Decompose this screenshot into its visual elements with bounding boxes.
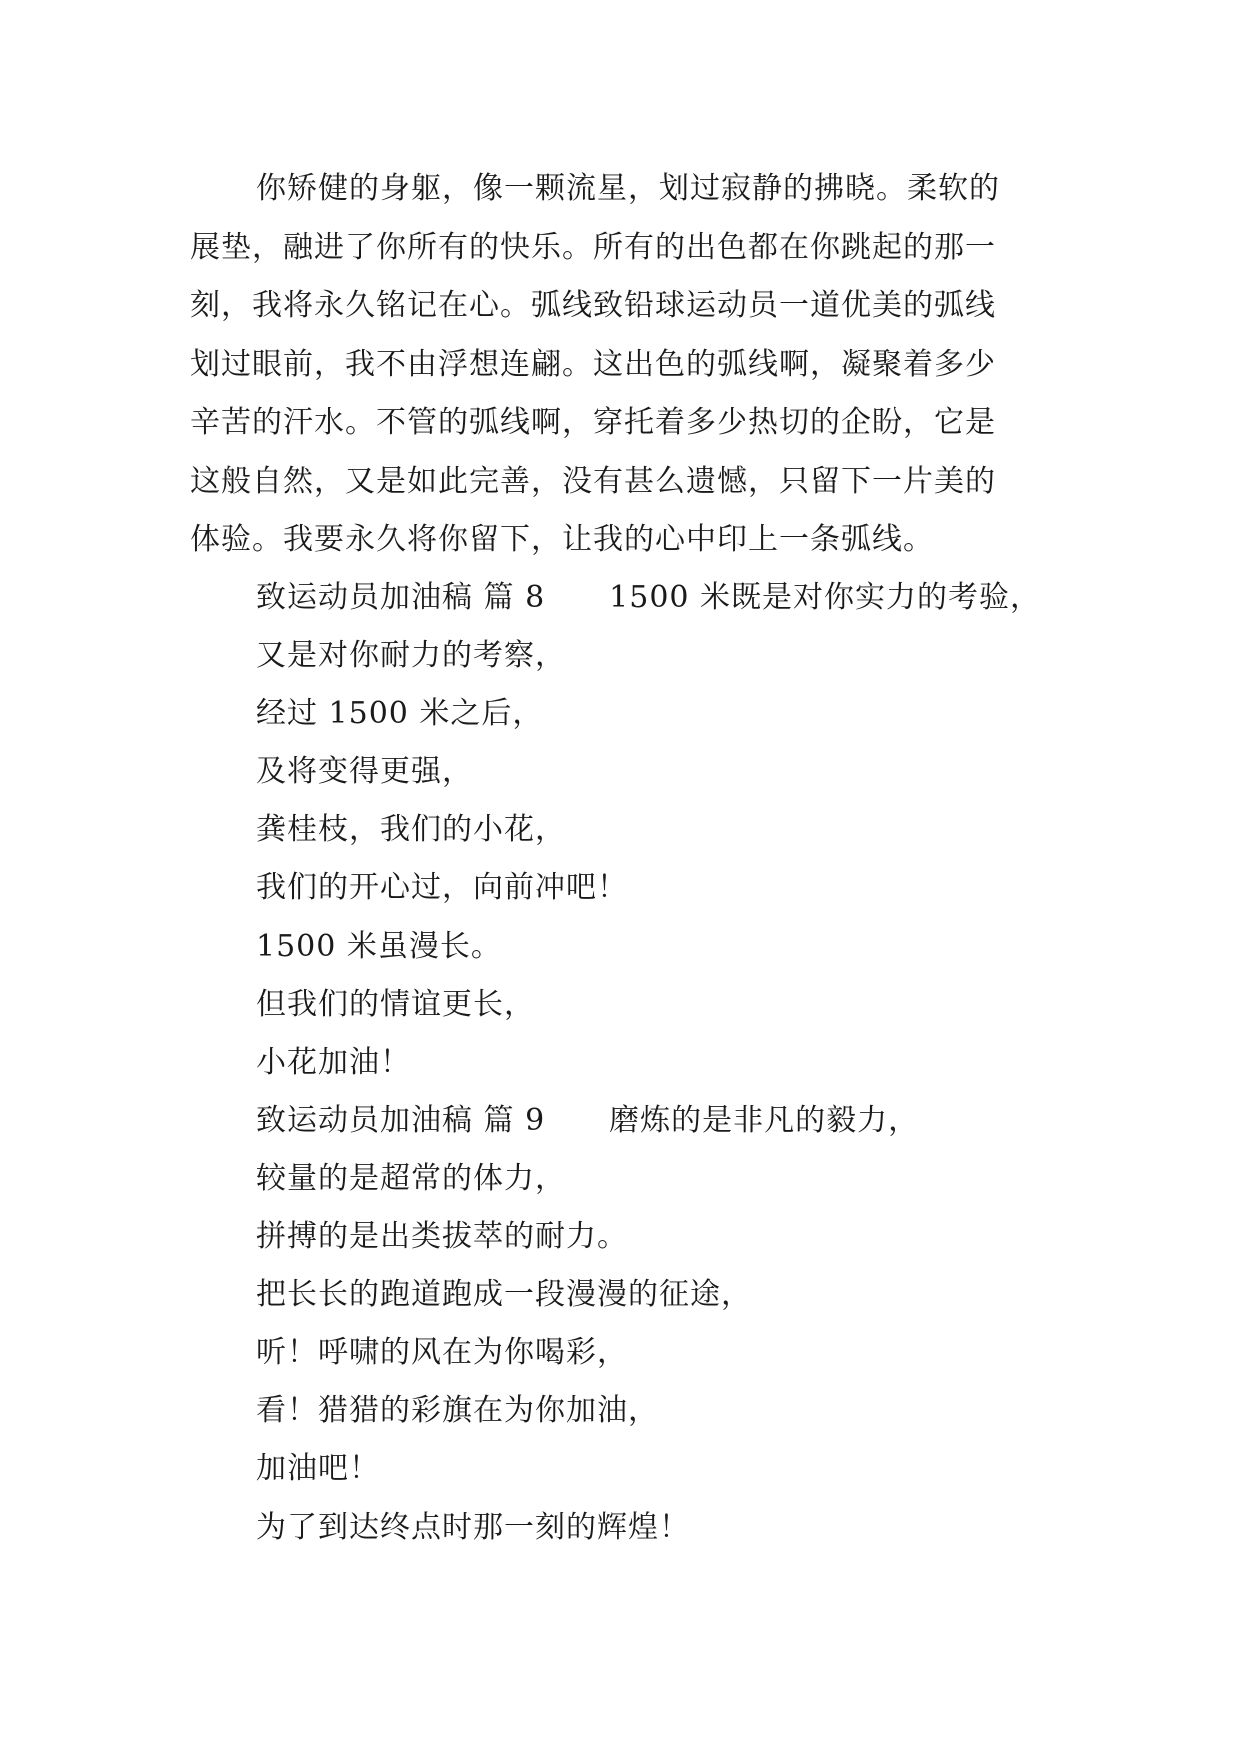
section-heading: 致运动员加油稿 篇 9 (256, 1102, 546, 1138)
paragraph-line: 刻，我将永久铭记在心。弧线致铅球运动员一道优美的弧线 (190, 288, 996, 323)
verse-line: 磨炼的是非凡的毅力， (609, 1102, 920, 1138)
verse-line: 小花加油！ (256, 1044, 411, 1080)
verse-line: 1500 米既是对你实力的考验， (609, 580, 1042, 615)
verse-line: 为了到达终点时那一刻的辉煌！ (256, 1509, 690, 1545)
verse-line: 听！呼啸的风在为你喝彩， (256, 1335, 628, 1371)
body-paragraph (190, 160, 1050, 570)
verse-line: 龚桂枝，我们的小花， (256, 812, 566, 848)
paragraph-line: 这般自然，又是如此完善，没有甚么遗憾，只留下一片美的 (190, 463, 996, 499)
verse-line: 1500 米虽漫长。 (256, 928, 502, 964)
verse-line: 经过 1500 米之后， (256, 696, 544, 732)
paragraph-line: 你矫健的身躯，像一颗流星，划过寂静的拂晓。柔软的 (256, 171, 1000, 206)
section-heading-line (256, 569, 1156, 627)
verse-line: 较量的是超常的体力， (256, 1160, 566, 1196)
verse-line: 把长长的跑道跑成一段漫漫的征途， (256, 1277, 752, 1313)
verse-line: 拼搏的是出类拔萃的耐力。 (256, 1219, 628, 1255)
verse-list (256, 569, 1156, 1557)
verse-line: 又是对你耐力的考察， (256, 638, 566, 674)
paragraph-line: 划过眼前，我不由浮想连翩。这出色的弧线啊，凝聚着多少 (190, 346, 996, 382)
paragraph-line: 辛苦的汗水。不管的弧线啊，穿托着多少热切的企盼，它是 (190, 405, 996, 440)
section-heading-line (256, 1092, 1156, 1150)
verse-line: 及将变得更强， (256, 754, 473, 790)
verse-line: 看！猎猎的彩旗在为你加油， (256, 1393, 659, 1429)
verse-line: 加油吧！ (256, 1451, 380, 1487)
paragraph-line: 体验。我要永久将你留下，让我的心中印上一条弧线。 (190, 522, 934, 557)
verse-line: 我们的开心过，向前冲吧！ (256, 870, 628, 906)
verse-line: 但我们的情谊更长， (256, 986, 535, 1022)
section-heading: 致运动员加油稿 篇 8 (256, 580, 546, 615)
paragraph-line: 展垫，融进了你所有的快乐。所有的出色都在你跳起的那一 (190, 229, 996, 265)
